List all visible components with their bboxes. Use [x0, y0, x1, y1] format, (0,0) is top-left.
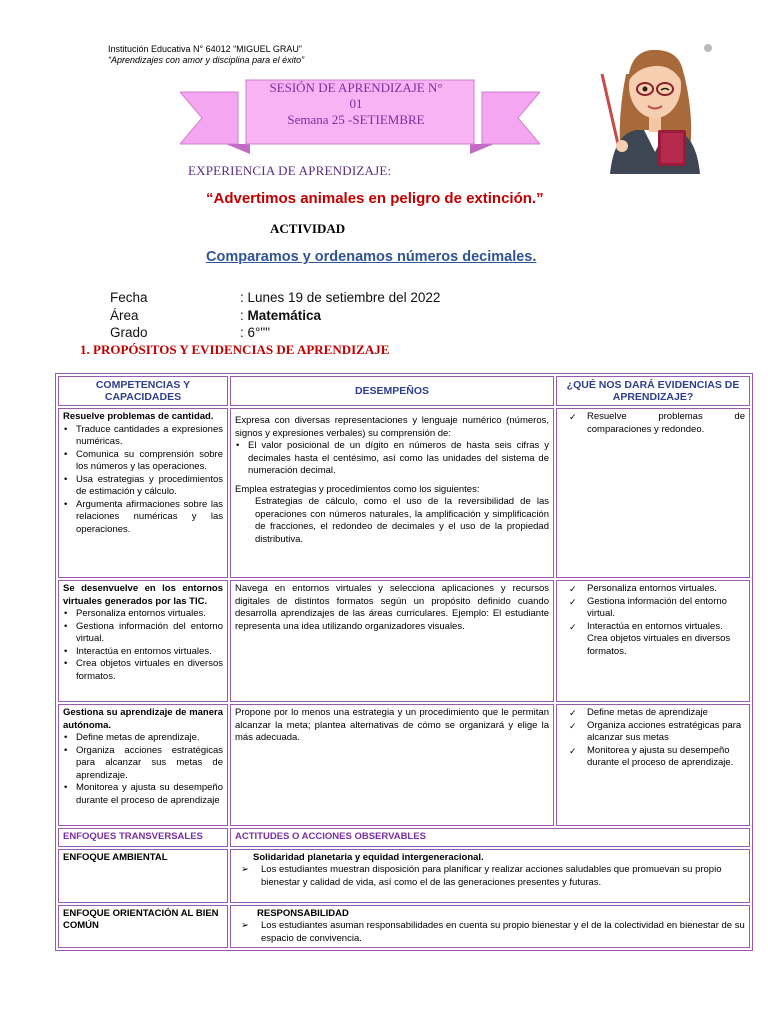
experience-title: “Advertimos animales en peligro de extinción.” — [206, 190, 544, 207]
list-item: • Define metas de aprendizaje. — [63, 732, 223, 745]
list-item: ➢ Los estudiantes asuman responsabilidades en cuenta su propio bienestar y el de la colectividad en bienestar de su espacio de convivencia. — [235, 920, 745, 945]
experience-label: EXPERIENCIA DE APRENDIZAJE: — [188, 163, 392, 178]
enfoque-title: Solidaridad planetaria y equidad intergeneracional. — [253, 851, 484, 863]
list-item: • Monitorea y ajusta su desempeño durante el proceso de aprendizaje — [63, 782, 223, 807]
list-item: • Gestiona información del entorno virtual. — [63, 621, 223, 646]
performance-cell — [230, 408, 554, 578]
fecha-value: : Lunes 19 de setiembre del 2022 — [240, 290, 441, 305]
session-line-3: Semana 25 -SETIEMBRE — [287, 112, 425, 127]
list-item: ✓ Organiza acciones estratégicas para alcanzar sus metas — [561, 720, 745, 745]
enfoque-title: RESPONSABILIDAD — [257, 907, 349, 919]
performance-cell: Propone por lo menos una estrategia y un procedimiento que le permitan alcanzar la meta; plantea alternativas de cómo se organizará y elige la más adecuada. — [230, 704, 554, 826]
list-item: • Comunica su comprensión sobre los números y las operaciones. — [63, 449, 223, 474]
header-evidencias: ¿QUÉ NOS DARÁ EVIDENCIAS DE APRENDIZAJE? — [556, 376, 750, 406]
table-row — [58, 408, 750, 578]
evidence-list — [561, 583, 745, 658]
list-item: • Traduce cantidades a expresiones numéricas. — [63, 424, 223, 449]
enfoque-detail — [230, 905, 750, 949]
list-item: • El valor posicional de un dígito en números de hasta seis cifras y decimales hasta el centésimo, así como las unidades del sistema de numeración decimal. — [235, 440, 549, 478]
table-row — [58, 849, 750, 903]
list-item: • Usa estrategias y procedimientos de estimación y cálculo. — [63, 474, 223, 499]
list-item: ✓ Gestiona información del entorno virtual. — [561, 596, 745, 621]
list-item: • Crea objetos virtuales en diversos formatos. — [63, 658, 223, 683]
enfoque-name: ENFOQUE AMBIENTAL — [58, 849, 228, 903]
competence-title: Resuelve problemas de cantidad. — [63, 411, 214, 422]
session-line-2: 01 — [349, 96, 363, 111]
competence-title: Se desenvuelve en los entornos virtuales generados por las TIC. — [63, 583, 223, 607]
table-row — [58, 580, 750, 702]
section-1-title: 1. PROPÓSITOS Y EVIDENCIAS DE APRENDIZAJE — [80, 342, 390, 357]
header-desempenos: DESEMPEÑOS — [230, 376, 554, 406]
area-value-wrap: : Matemática — [240, 308, 322, 323]
header-competencias: COMPETENCIAS Y CAPACIDADES — [58, 376, 228, 406]
capacities-list — [63, 608, 223, 683]
performance-calc: Estrategias de cálculo, como el uso de la reversibilidad de las operaciones con números naturales, la amplificación y simplificación de fracciones, el redondeo de decimales y el uso de la propiedad distributiva. — [255, 496, 549, 545]
list-item: • Argumenta afirmaciones sobre las relaciones numéricas y las operaciones. — [63, 499, 223, 537]
list-item: ✓ Define metas de aprendizaje — [561, 707, 745, 720]
performance-cell: Navega en entornos virtuales y selecciona aplicaciones y recursos digitales de distintos formatos según un propósito definido cuando desarrolla aprendizajes de las áreas curriculares. Ejemplo: El estudiante representa una idea utilizando organizadores visuales. — [230, 580, 554, 702]
competence-cell — [58, 408, 228, 578]
info-fecha — [110, 290, 441, 305]
info-grado — [110, 325, 270, 340]
fecha-label: Fecha — [110, 290, 148, 305]
institution-name: Institución Educativa N° 64012 “MIGUEL GRAU” — [108, 44, 302, 54]
table-row — [58, 704, 750, 826]
performance-intro: Expresa con diversas representaciones y lenguaje numérico (números, signos y expresiones verbales) su comprensión de: — [235, 415, 549, 439]
evidence-cell — [556, 580, 750, 702]
list-item: ➢ Los estudiantes muestran disposición para planificar y realizar acciones saludables que promuevan su propio bienestar y calidad de vida, así como el de las generaciones presentes y futuras. — [235, 864, 745, 889]
evidence-cell — [556, 408, 750, 578]
session-title — [250, 80, 462, 128]
table-row — [58, 905, 750, 949]
enfoque-name: ENFOQUE ORIENTACIÓN AL BIEN COMÚN — [58, 905, 228, 949]
session-line-1: SESIÓN DE APRENDIZAJE N° — [269, 80, 443, 95]
list-item: ✓ Personaliza entornos virtuales. — [561, 583, 745, 596]
competence-cell — [58, 580, 228, 702]
list-item: • Organiza acciones estratégicas para alcanzar sus metas de aprendizaje. — [63, 745, 223, 783]
performance-strategies: Emplea estrategias y procedimientos como los siguientes: — [235, 483, 480, 495]
area-label: Área — [110, 308, 139, 323]
info-area — [110, 308, 322, 323]
area-value: Matemática — [247, 308, 322, 323]
enfoque-list — [235, 920, 745, 945]
purposes-table — [55, 373, 753, 951]
capacities-list — [63, 424, 223, 537]
school-header — [108, 44, 304, 66]
competence-cell — [58, 704, 228, 826]
enfoque-detail — [230, 849, 750, 903]
list-item: • Interactúa en entornos virtuales. — [63, 646, 223, 659]
evidence-list — [561, 707, 745, 770]
enfoques-header-row — [58, 828, 750, 847]
teacher-illustration — [596, 34, 714, 174]
grado-label: Grado — [110, 325, 148, 340]
evidence-list — [561, 411, 745, 436]
list-item: ✓ Resuelve problemas de comparaciones y redondeo. — [561, 411, 745, 436]
evidence-cell — [556, 704, 750, 826]
list-item: • Personaliza entornos virtuales. — [63, 608, 223, 621]
performance-list — [235, 440, 549, 478]
activity-label: ACTIVIDAD — [270, 221, 346, 236]
capacities-list — [63, 732, 223, 807]
table-header-row — [58, 376, 750, 406]
competence-title: Gestiona su aprendizaje de manera autónoma. — [63, 707, 223, 731]
actitudes-header: ACTITUDES O ACCIONES OBSERVABLES — [230, 828, 750, 847]
enfoques-header: ENFOQUES TRANSVERSALES — [58, 828, 228, 847]
list-item: ✓ Interactúa en entornos virtuales. Crea objetos virtuales en diversos formatos. — [561, 621, 745, 659]
list-item: ✓ Monitorea y ajusta su desempeño durante el proceso de aprendizaje. — [561, 745, 745, 770]
enfoque-list — [235, 864, 745, 889]
activity-title: Comparamos y ordenamos números decimales. — [206, 249, 537, 265]
grado-value: : 6°"" — [240, 325, 270, 340]
school-motto: “Aprendizajes con amor y disciplina para el éxito” — [108, 55, 305, 65]
